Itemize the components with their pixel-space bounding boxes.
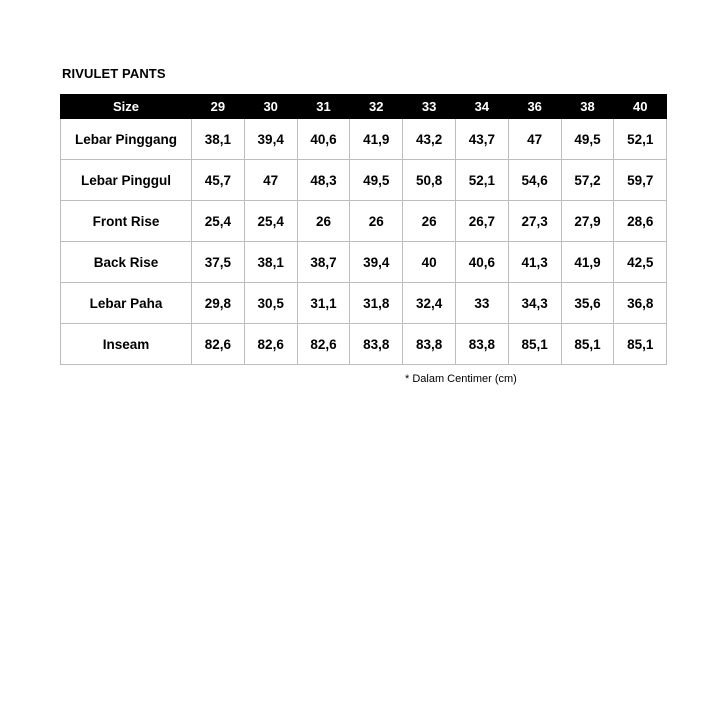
table-cell: 82,6	[244, 324, 297, 365]
table-row	[61, 119, 667, 160]
table-cell: 40,6	[455, 242, 508, 283]
table-row	[61, 242, 667, 283]
row-label: Lebar Pinggang	[61, 119, 192, 160]
table-cell: 41,3	[508, 242, 561, 283]
table-cell: 38,7	[297, 242, 350, 283]
table-cell: 25,4	[244, 201, 297, 242]
header-size: 30	[244, 95, 297, 119]
table-cell: 30,5	[244, 283, 297, 324]
header-size: 34	[455, 95, 508, 119]
table-cell: 40,6	[297, 119, 350, 160]
table-cell: 49,5	[561, 119, 614, 160]
header-size: 31	[297, 95, 350, 119]
table-cell: 54,6	[508, 160, 561, 201]
table-cell: 38,1	[192, 119, 245, 160]
table-cell: 34,3	[508, 283, 561, 324]
table-cell: 35,6	[561, 283, 614, 324]
table-cell: 31,1	[297, 283, 350, 324]
table-cell: 47	[508, 119, 561, 160]
table-cell: 85,1	[561, 324, 614, 365]
table-cell: 43,7	[455, 119, 508, 160]
table-cell: 33	[455, 283, 508, 324]
table-row	[61, 201, 667, 242]
table-cell: 83,8	[455, 324, 508, 365]
size-chart-table	[60, 94, 667, 365]
table-row	[61, 160, 667, 201]
table-cell: 26	[403, 201, 456, 242]
header-size: 32	[350, 95, 403, 119]
table-cell: 48,3	[297, 160, 350, 201]
table-cell: 40	[403, 242, 456, 283]
unit-footnote: * Dalam Centimer (cm)	[405, 373, 517, 385]
table-cell: 27,9	[561, 201, 614, 242]
row-label: Lebar Pinggul	[61, 160, 192, 201]
table-cell: 41,9	[350, 119, 403, 160]
table-cell: 32,4	[403, 283, 456, 324]
table-cell: 29,8	[192, 283, 245, 324]
table-cell: 83,8	[403, 324, 456, 365]
table-cell: 50,8	[403, 160, 456, 201]
table-cell: 37,5	[192, 242, 245, 283]
table-cell: 85,1	[508, 324, 561, 365]
header-row	[61, 95, 667, 119]
table-cell: 43,2	[403, 119, 456, 160]
header-size: 40	[614, 95, 667, 119]
table-cell: 57,2	[561, 160, 614, 201]
row-label: Lebar Paha	[61, 283, 192, 324]
table-row	[61, 324, 667, 365]
table-cell: 47	[244, 160, 297, 201]
table-cell: 52,1	[455, 160, 508, 201]
table-cell: 82,6	[297, 324, 350, 365]
header-size: 38	[561, 95, 614, 119]
header-size: 33	[403, 95, 456, 119]
table-cell: 59,7	[614, 160, 667, 201]
table-cell: 82,6	[192, 324, 245, 365]
table-cell: 38,1	[244, 242, 297, 283]
table-cell: 26	[297, 201, 350, 242]
table-cell: 52,1	[614, 119, 667, 160]
header-size: 36	[508, 95, 561, 119]
row-label: Inseam	[61, 324, 192, 365]
table-cell: 27,3	[508, 201, 561, 242]
table-cell: 85,1	[614, 324, 667, 365]
table-row	[61, 283, 667, 324]
header-size: 29	[192, 95, 245, 119]
row-label: Front Rise	[61, 201, 192, 242]
table-cell: 42,5	[614, 242, 667, 283]
row-label: Back Rise	[61, 242, 192, 283]
table-cell: 83,8	[350, 324, 403, 365]
table-cell: 39,4	[350, 242, 403, 283]
header-size-label: Size	[61, 95, 192, 119]
table-cell: 31,8	[350, 283, 403, 324]
table-cell: 39,4	[244, 119, 297, 160]
table-cell: 25,4	[192, 201, 245, 242]
table-cell: 28,6	[614, 201, 667, 242]
table-cell: 45,7	[192, 160, 245, 201]
table-cell: 26,7	[455, 201, 508, 242]
page-title: RIVULET PANTS	[62, 66, 166, 81]
table-cell: 36,8	[614, 283, 667, 324]
table-cell: 49,5	[350, 160, 403, 201]
table-cell: 41,9	[561, 242, 614, 283]
table-cell: 26	[350, 201, 403, 242]
